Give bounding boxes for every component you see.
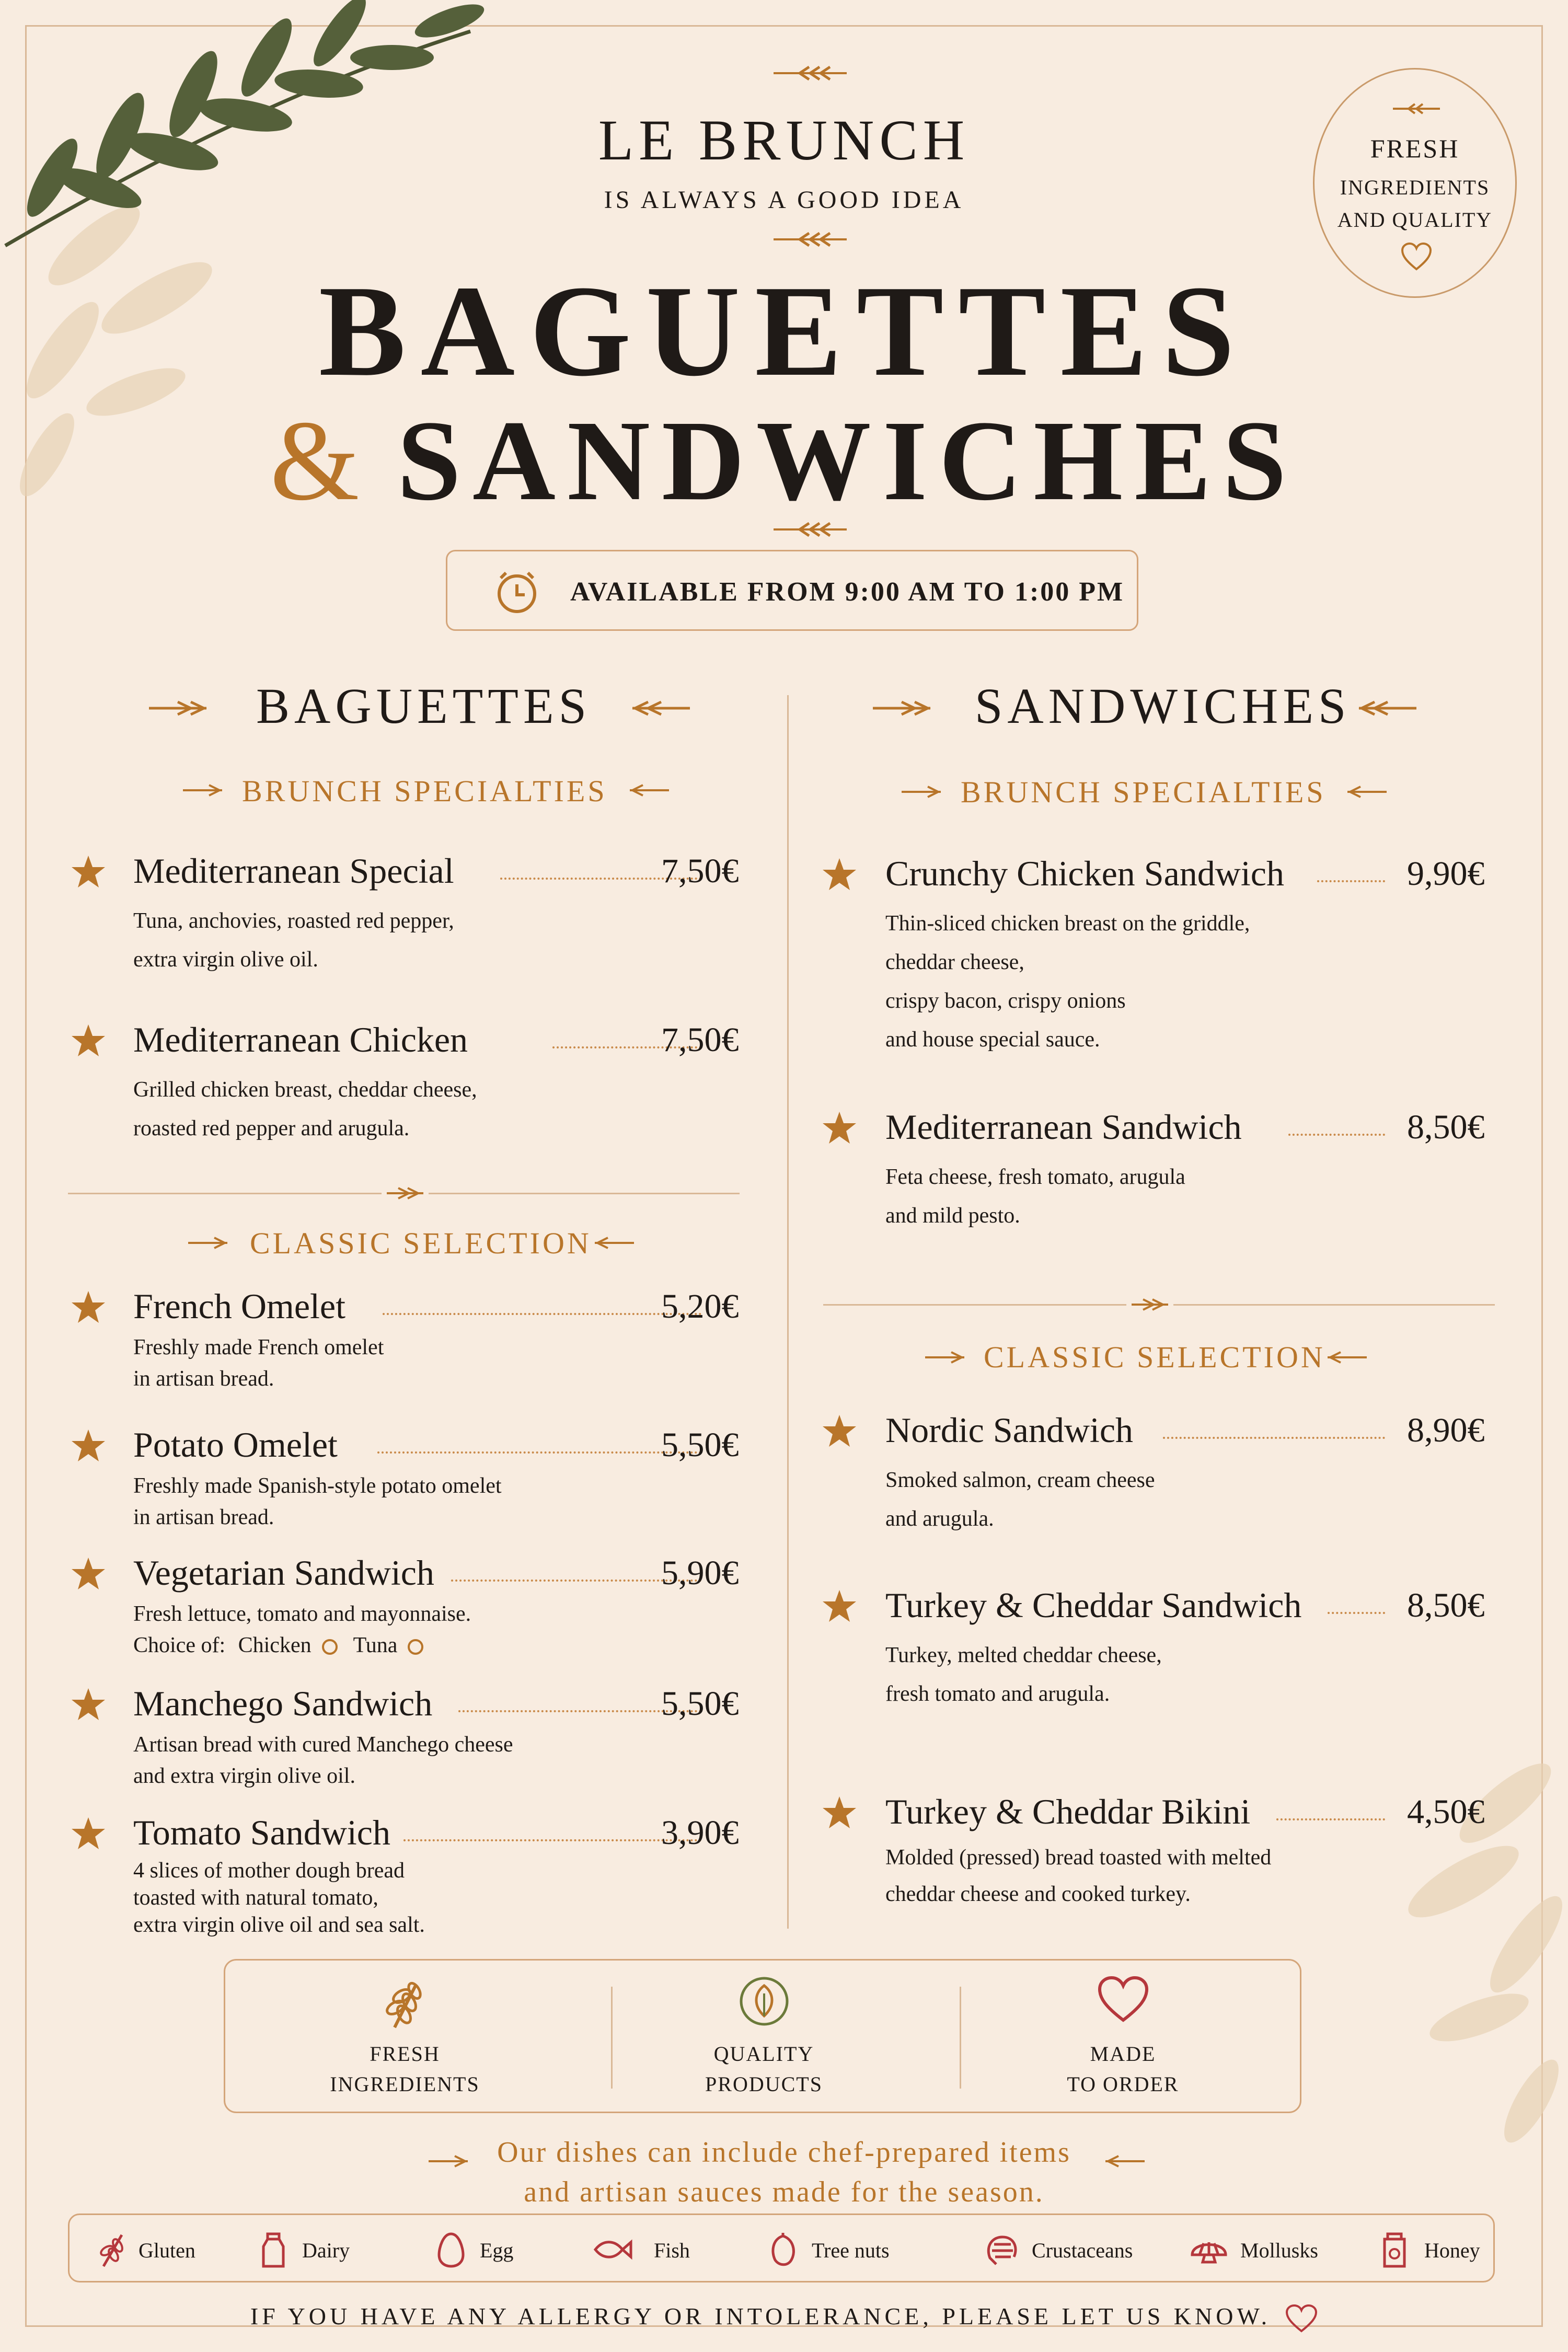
feature-line1: FRESH <box>370 2042 440 2066</box>
desc-line: extra virgin olive oil. <box>133 948 318 972</box>
choice-tuna: Tuna <box>353 1633 398 1657</box>
item-description <box>885 1461 1155 1538</box>
availability-text: AVAILABLE FROM 9:00 AM TO 1:00 PM <box>570 577 1125 607</box>
tree-nuts-icon <box>765 2231 801 2268</box>
item-name: Mediterranean Sandwich <box>885 1107 1242 1147</box>
desc-line: Turkey, melted cheddar cheese, <box>885 1643 1162 1667</box>
item-name: Mediterranean Special <box>133 851 454 891</box>
item-price: 8,50€ <box>1407 1586 1485 1624</box>
desc-line: Grilled chicken breast, cheddar cheese, <box>133 1078 477 1102</box>
feature-label <box>943 2039 1302 2100</box>
wheat-ornament-icon <box>771 520 849 539</box>
desc-line: and extra virgin olive oil. <box>133 1764 355 1788</box>
item-description <box>885 904 1250 1059</box>
feature-label <box>584 2039 943 2100</box>
star-icon <box>71 1687 106 1722</box>
choice-chicken: Chicken <box>238 1633 312 1657</box>
desc-line: cheddar cheese and cooked turkey. <box>885 1882 1191 1906</box>
item-description <box>133 902 454 979</box>
arrow-ornament-icon <box>1126 1297 1173 1312</box>
leader-dots <box>377 1451 701 1454</box>
item-description <box>133 1332 384 1394</box>
item-name: Vegetarian Sandwich <box>133 1553 434 1593</box>
allergen-label: Honey <box>1424 2239 1480 2262</box>
allergen-label: Dairy <box>302 2239 350 2262</box>
quality-badge <box>1313 68 1517 298</box>
baguettes-section-brunch: BRUNCH SPECIALTIES <box>242 774 607 808</box>
sandwiches-section-classic: CLASSIC SELECTION <box>984 1340 1325 1374</box>
crustaceans-icon <box>982 2231 1023 2268</box>
desc-line: Molded (pressed) bread toasted with melted <box>885 1846 1272 1870</box>
chicken-option-radio <box>322 1639 338 1655</box>
arrow-ornament-icon <box>146 698 214 719</box>
item-price: 5,50€ <box>661 1426 739 1464</box>
item-price: 5,90€ <box>661 1554 739 1592</box>
title-sandwiches: SANDWICHES <box>397 397 1298 524</box>
item-name: Turkey & Cheddar Sandwich <box>885 1585 1302 1625</box>
item-price: 4,50€ <box>1407 1793 1485 1831</box>
brand-name: LE BRUNCH <box>598 108 970 172</box>
title-ampersand: & <box>270 397 371 524</box>
desc-line: Artisan bread with cured Manchego cheese <box>133 1733 513 1757</box>
star-icon <box>822 857 857 892</box>
arrow-ornament-icon <box>625 698 693 719</box>
choice-line <box>133 1630 471 1661</box>
baguettes-section-classic: CLASSIC SELECTION <box>250 1226 592 1260</box>
item-description <box>133 1470 502 1533</box>
fish-icon <box>592 2231 634 2268</box>
feature-line2: TO ORDER <box>1067 2072 1179 2096</box>
note-line1: Our dishes can include chef-prepared items <box>497 2136 1071 2169</box>
allergen-label: Gluten <box>139 2239 195 2262</box>
desc-line: fresh tomato and arugula. <box>885 1682 1110 1706</box>
item-description <box>885 1839 1271 1912</box>
leaf-icon <box>738 1975 790 2027</box>
badge-line1: FRESH <box>1370 134 1460 163</box>
leader-dots <box>1163 1437 1385 1439</box>
item-description <box>133 1729 513 1792</box>
item-name: Potato Omelet <box>133 1425 338 1465</box>
arrow-ornament-icon <box>1342 784 1389 800</box>
arrow-ornament-icon <box>180 782 227 798</box>
star-icon <box>822 1414 857 1448</box>
allergen-label: Crustaceans <box>1032 2239 1133 2262</box>
feature-fresh-ingredients <box>225 1961 584 2112</box>
item-description <box>885 1636 1162 1713</box>
desc-line: Smoked salmon, cream cheese <box>885 1468 1155 1492</box>
star-icon <box>71 1428 106 1463</box>
wheat-ornament-icon <box>771 64 849 83</box>
item-name: Turkey & Cheddar Bikini <box>885 1792 1251 1831</box>
star-icon <box>822 1111 857 1145</box>
tagline: IS ALWAYS A GOOD IDEA <box>604 186 964 214</box>
honey-icon <box>1376 2231 1413 2268</box>
leader-dots <box>1288 1134 1385 1136</box>
arrow-ornament-icon <box>1322 1350 1369 1365</box>
item-price: 7,50€ <box>661 1021 739 1059</box>
arrow-ornament-icon <box>625 782 672 798</box>
arrow-ornament-icon <box>590 1235 637 1251</box>
page-title-line1: BAGUETTES <box>318 259 1250 403</box>
item-description <box>885 1158 1185 1235</box>
desc-line: and house special sauce. <box>885 1028 1100 1052</box>
column-divider <box>787 695 789 1929</box>
arrow-ornament-icon <box>186 1235 233 1251</box>
star-icon <box>71 1557 106 1591</box>
desc-line: Freshly made French omelet <box>133 1335 384 1359</box>
item-description <box>133 1598 471 1661</box>
heart-icon <box>1285 2304 1318 2333</box>
feature-line1: QUALITY <box>713 2042 814 2066</box>
allergen-label: Tree nuts <box>812 2239 890 2262</box>
item-name: Crunchy Chicken Sandwich <box>885 854 1284 893</box>
desc-line: and arugula. <box>885 1507 994 1531</box>
item-name: Mediterranean Chicken <box>133 1020 468 1059</box>
gluten-icon <box>96 2231 132 2268</box>
feature-line1: MADE <box>1090 2042 1156 2066</box>
desc-line: Feta cheese, fresh tomato, arugula <box>885 1165 1185 1189</box>
footer-text: IF YOU HAVE ANY ALLERGY OR INTOLERANCE, PLEASE LET US KNOW. <box>250 2303 1271 2330</box>
item-price: 8,50€ <box>1407 1108 1485 1146</box>
wheat-icon <box>379 1975 431 2033</box>
desc-line: 4 slices of mother dough bread <box>133 1859 405 1883</box>
leader-dots <box>1317 880 1385 882</box>
leader-dots <box>1276 1818 1385 1820</box>
wheat-ornament-icon <box>1390 101 1443 117</box>
leader-dots <box>403 1839 701 1841</box>
desc-line: Fresh lettuce, tomato and mayonnaise. <box>133 1602 471 1626</box>
item-name: French Omelet <box>133 1286 345 1326</box>
arrow-ornament-icon <box>923 1350 970 1365</box>
badge-lines <box>1315 171 1515 236</box>
allergens-bar <box>68 2213 1495 2282</box>
star-icon <box>71 855 106 889</box>
heart-icon <box>1401 242 1432 271</box>
arrow-ornament-icon <box>870 698 938 719</box>
desc-line: roasted red pepper and arugula. <box>133 1116 410 1140</box>
desc-line: Freshly made Spanish-style potato omelet <box>133 1474 502 1498</box>
star-icon <box>71 1816 106 1851</box>
chef-note <box>0 2132 1568 2212</box>
desc-line: and mild pesto. <box>885 1204 1020 1228</box>
item-name: Nordic Sandwich <box>885 1410 1134 1450</box>
feature-line2: PRODUCTS <box>705 2072 823 2096</box>
star-icon <box>822 1795 857 1830</box>
wheat-ornament-icon <box>771 230 849 249</box>
desc-line: extra virgin olive oil and sea salt. <box>133 1913 425 1937</box>
leader-dots <box>383 1313 701 1315</box>
star-icon <box>71 1023 106 1058</box>
star-icon <box>822 1589 857 1623</box>
badge-line2: INGREDIENTS <box>1340 176 1490 199</box>
allergen-label: Egg <box>480 2239 514 2262</box>
item-price: 5,50€ <box>661 1685 739 1723</box>
leader-dots <box>1328 1612 1385 1614</box>
item-name: Tomato Sandwich <box>133 1813 390 1852</box>
badge-line3: AND QUALITY <box>1337 208 1493 232</box>
desc-line: cheddar cheese, <box>885 950 1024 974</box>
arrow-ornament-icon <box>1100 2153 1147 2169</box>
note-line2: and artisan sauces made for the season. <box>524 2176 1044 2208</box>
choice-label: Choice of: <box>133 1633 226 1657</box>
item-price: 7,50€ <box>661 852 739 890</box>
desc-line: in artisan bread. <box>133 1505 274 1529</box>
egg-icon <box>433 2231 469 2268</box>
arrow-ornament-icon <box>899 784 946 800</box>
desc-line: Tuna, anchovies, roasted red pepper, <box>133 909 454 933</box>
availability-box <box>446 550 1138 631</box>
heart-icon <box>1097 1975 1149 2023</box>
star-icon <box>71 1290 106 1324</box>
allergy-footer <box>0 2302 1568 2333</box>
sandwiches-title: SANDWICHES <box>975 678 1351 734</box>
item-description <box>133 1070 477 1148</box>
sandwiches-section-brunch: BRUNCH SPECIALTIES <box>961 775 1326 809</box>
desc-line: crispy bacon, crispy onions <box>885 989 1126 1013</box>
item-price: 9,90€ <box>1407 855 1485 893</box>
allergen-label: Mollusks <box>1240 2239 1318 2262</box>
allergen-label: Fish <box>654 2239 690 2262</box>
arrow-ornament-icon <box>382 1185 429 1201</box>
desc-line: in artisan bread. <box>133 1367 274 1391</box>
item-description <box>133 1857 425 1939</box>
item-price: 8,90€ <box>1407 1411 1485 1449</box>
mollusks-icon <box>1188 2231 1230 2268</box>
item-name: Manchego Sandwich <box>133 1684 433 1723</box>
clock-icon <box>493 569 540 616</box>
page-title-line2 <box>0 395 1568 527</box>
arrow-ornament-icon <box>1351 698 1419 719</box>
feature-quality-products <box>584 1961 943 2112</box>
desc-line: Thin-sliced chicken breast on the griddle, <box>885 912 1250 936</box>
item-price: 5,20€ <box>661 1287 739 1325</box>
desc-line: toasted with natural tomato, <box>133 1886 378 1910</box>
feature-made-to-order <box>943 1961 1302 2112</box>
dairy-icon <box>255 2231 292 2268</box>
features-box <box>224 1959 1301 2113</box>
baguettes-title: BAGUETTES <box>256 678 591 734</box>
item-price: 3,90€ <box>661 1814 739 1852</box>
tuna-option-radio <box>408 1639 423 1655</box>
feature-line2: INGREDIENTS <box>330 2072 480 2096</box>
feature-label <box>225 2039 584 2100</box>
